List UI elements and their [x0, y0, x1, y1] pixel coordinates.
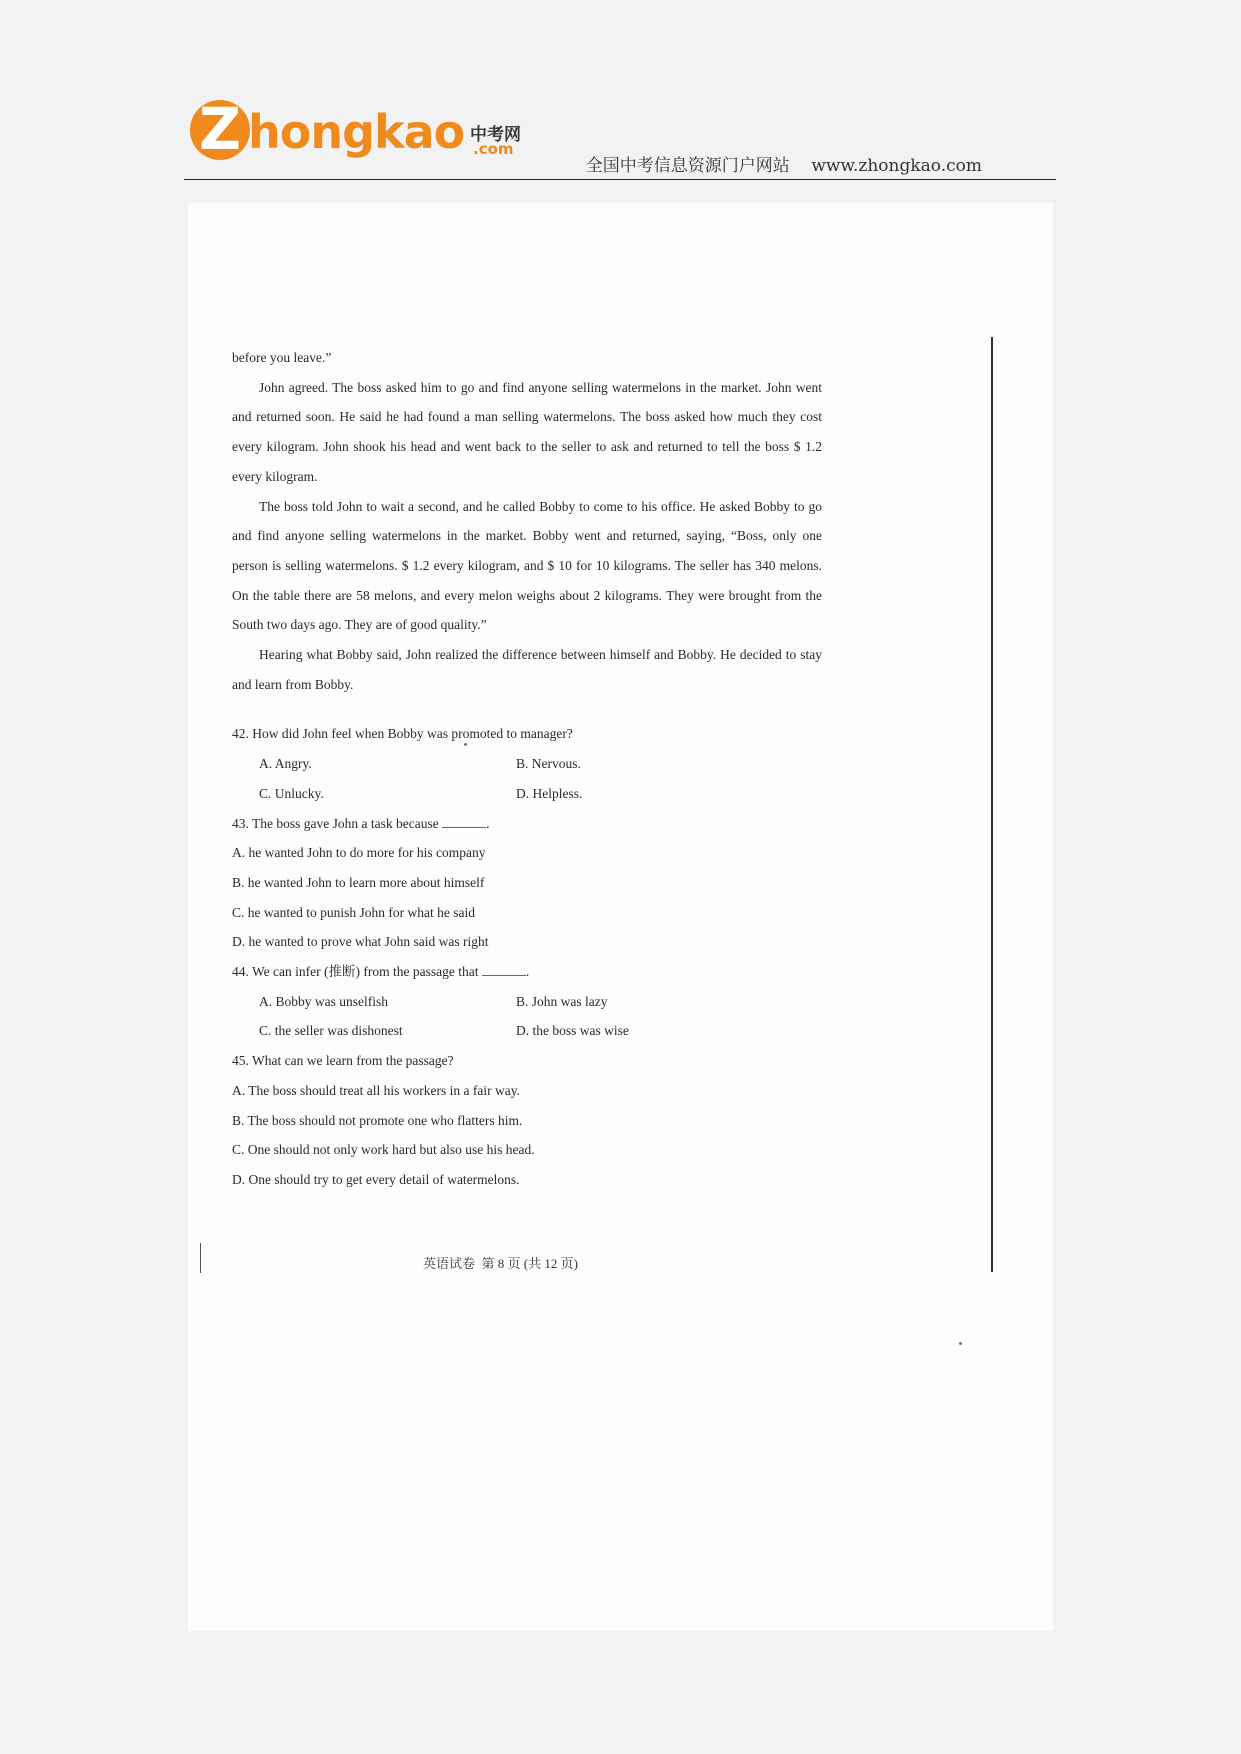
question-45: 45. What can we learn from the passage?	[232, 1053, 454, 1069]
site-slogan: 全国中考信息资源门户网站 www.zhongkao.com	[585, 156, 982, 176]
zhongkao-logo[interactable]	[190, 95, 530, 163]
answer-blank	[442, 814, 486, 828]
question-list	[232, 719, 822, 1194]
logo-z-badge: Z	[190, 100, 250, 160]
options-row	[259, 779, 822, 809]
option-c: C. he wanted to punish John for what he said	[232, 904, 475, 920]
options-row	[259, 987, 822, 1017]
options-row	[259, 749, 822, 779]
option-a: A. Bobby was unselfish	[259, 993, 388, 1009]
scanned-exam-page	[188, 203, 1053, 1631]
option-b: B. The boss should not promote one who flatters him.	[232, 1112, 523, 1128]
answer-blank	[482, 962, 526, 976]
option-c: C. One should not only work hard but also use his head.	[232, 1142, 535, 1158]
scan-speck	[959, 1342, 962, 1345]
option-b: B. Nervous.	[516, 756, 581, 772]
option-b: B. he wanted John to learn more about himself	[232, 874, 485, 890]
option-d: D. Helpless.	[516, 785, 583, 801]
logo-chinese: 中考网	[470, 125, 521, 145]
option-d: D. One should try to get every detail of watermelons.	[232, 1171, 520, 1187]
reading-passage	[232, 343, 822, 1195]
question-43: 43. The boss gave John a task because .	[232, 815, 490, 831]
option-c: C. Unlucky.	[259, 785, 324, 801]
question-44: 44. We can infer (推断) from the passage that .	[232, 964, 530, 980]
logo-wordmark: hongkao	[248, 105, 465, 159]
option-a: A. The boss should treat all his workers in a fair way.	[232, 1082, 520, 1098]
option-c: C. the seller was dishonest	[259, 1023, 403, 1039]
option-d: D. the boss was wise	[516, 1023, 629, 1039]
question-42: 42. How did John feel when Bobby was promoted to manager?	[232, 726, 573, 742]
site-header	[184, 96, 1056, 181]
options-row	[259, 1016, 822, 1046]
passage-paragraph: before you leave.”	[232, 350, 332, 365]
passage-paragraph: Hearing what Bobby said, John realized the difference between himself and Bobby. He decided to stay and learn from Bobby.	[232, 647, 822, 692]
scan-speck	[464, 743, 467, 746]
header-divider	[184, 179, 1056, 180]
passage-paragraph: The boss told John to wait a second, and he called Bobby to come to his office. He asked Bobby to go and find anyone selling watermelons in the market. Bobby went and returned, saying, “Boss, only one person is selling watermelons. $ 1.2 every kilogram, and $ 10 for 10 kilograms. The seller has 340 melons. On the table there are 58 melons, and every melon weighs about 2 kilograms. They were brought from the South two days ago. They are of good quality.”	[232, 498, 822, 633]
option-d: D. he wanted to prove what John said was right	[232, 934, 489, 950]
option-a: A. he wanted John to do more for his company	[232, 845, 486, 861]
option-b: B. John was lazy	[516, 993, 608, 1009]
margin-line	[991, 337, 993, 1272]
option-a: A. Angry.	[259, 756, 312, 772]
page-footer: 英语试卷 第 8 页 (共 12 页)	[423, 1256, 578, 1271]
logo-domain: .com	[473, 140, 514, 158]
passage-paragraph: John agreed. The boss asked him to go and find anyone selling watermelons in the market. John went and returned soon. He said he had found a man selling watermelons. The boss asked how much they cost every kilogram. John shook his head and went back to the seller to ask and returned to tell the boss $ 1.2 every kilogram.	[232, 379, 822, 484]
